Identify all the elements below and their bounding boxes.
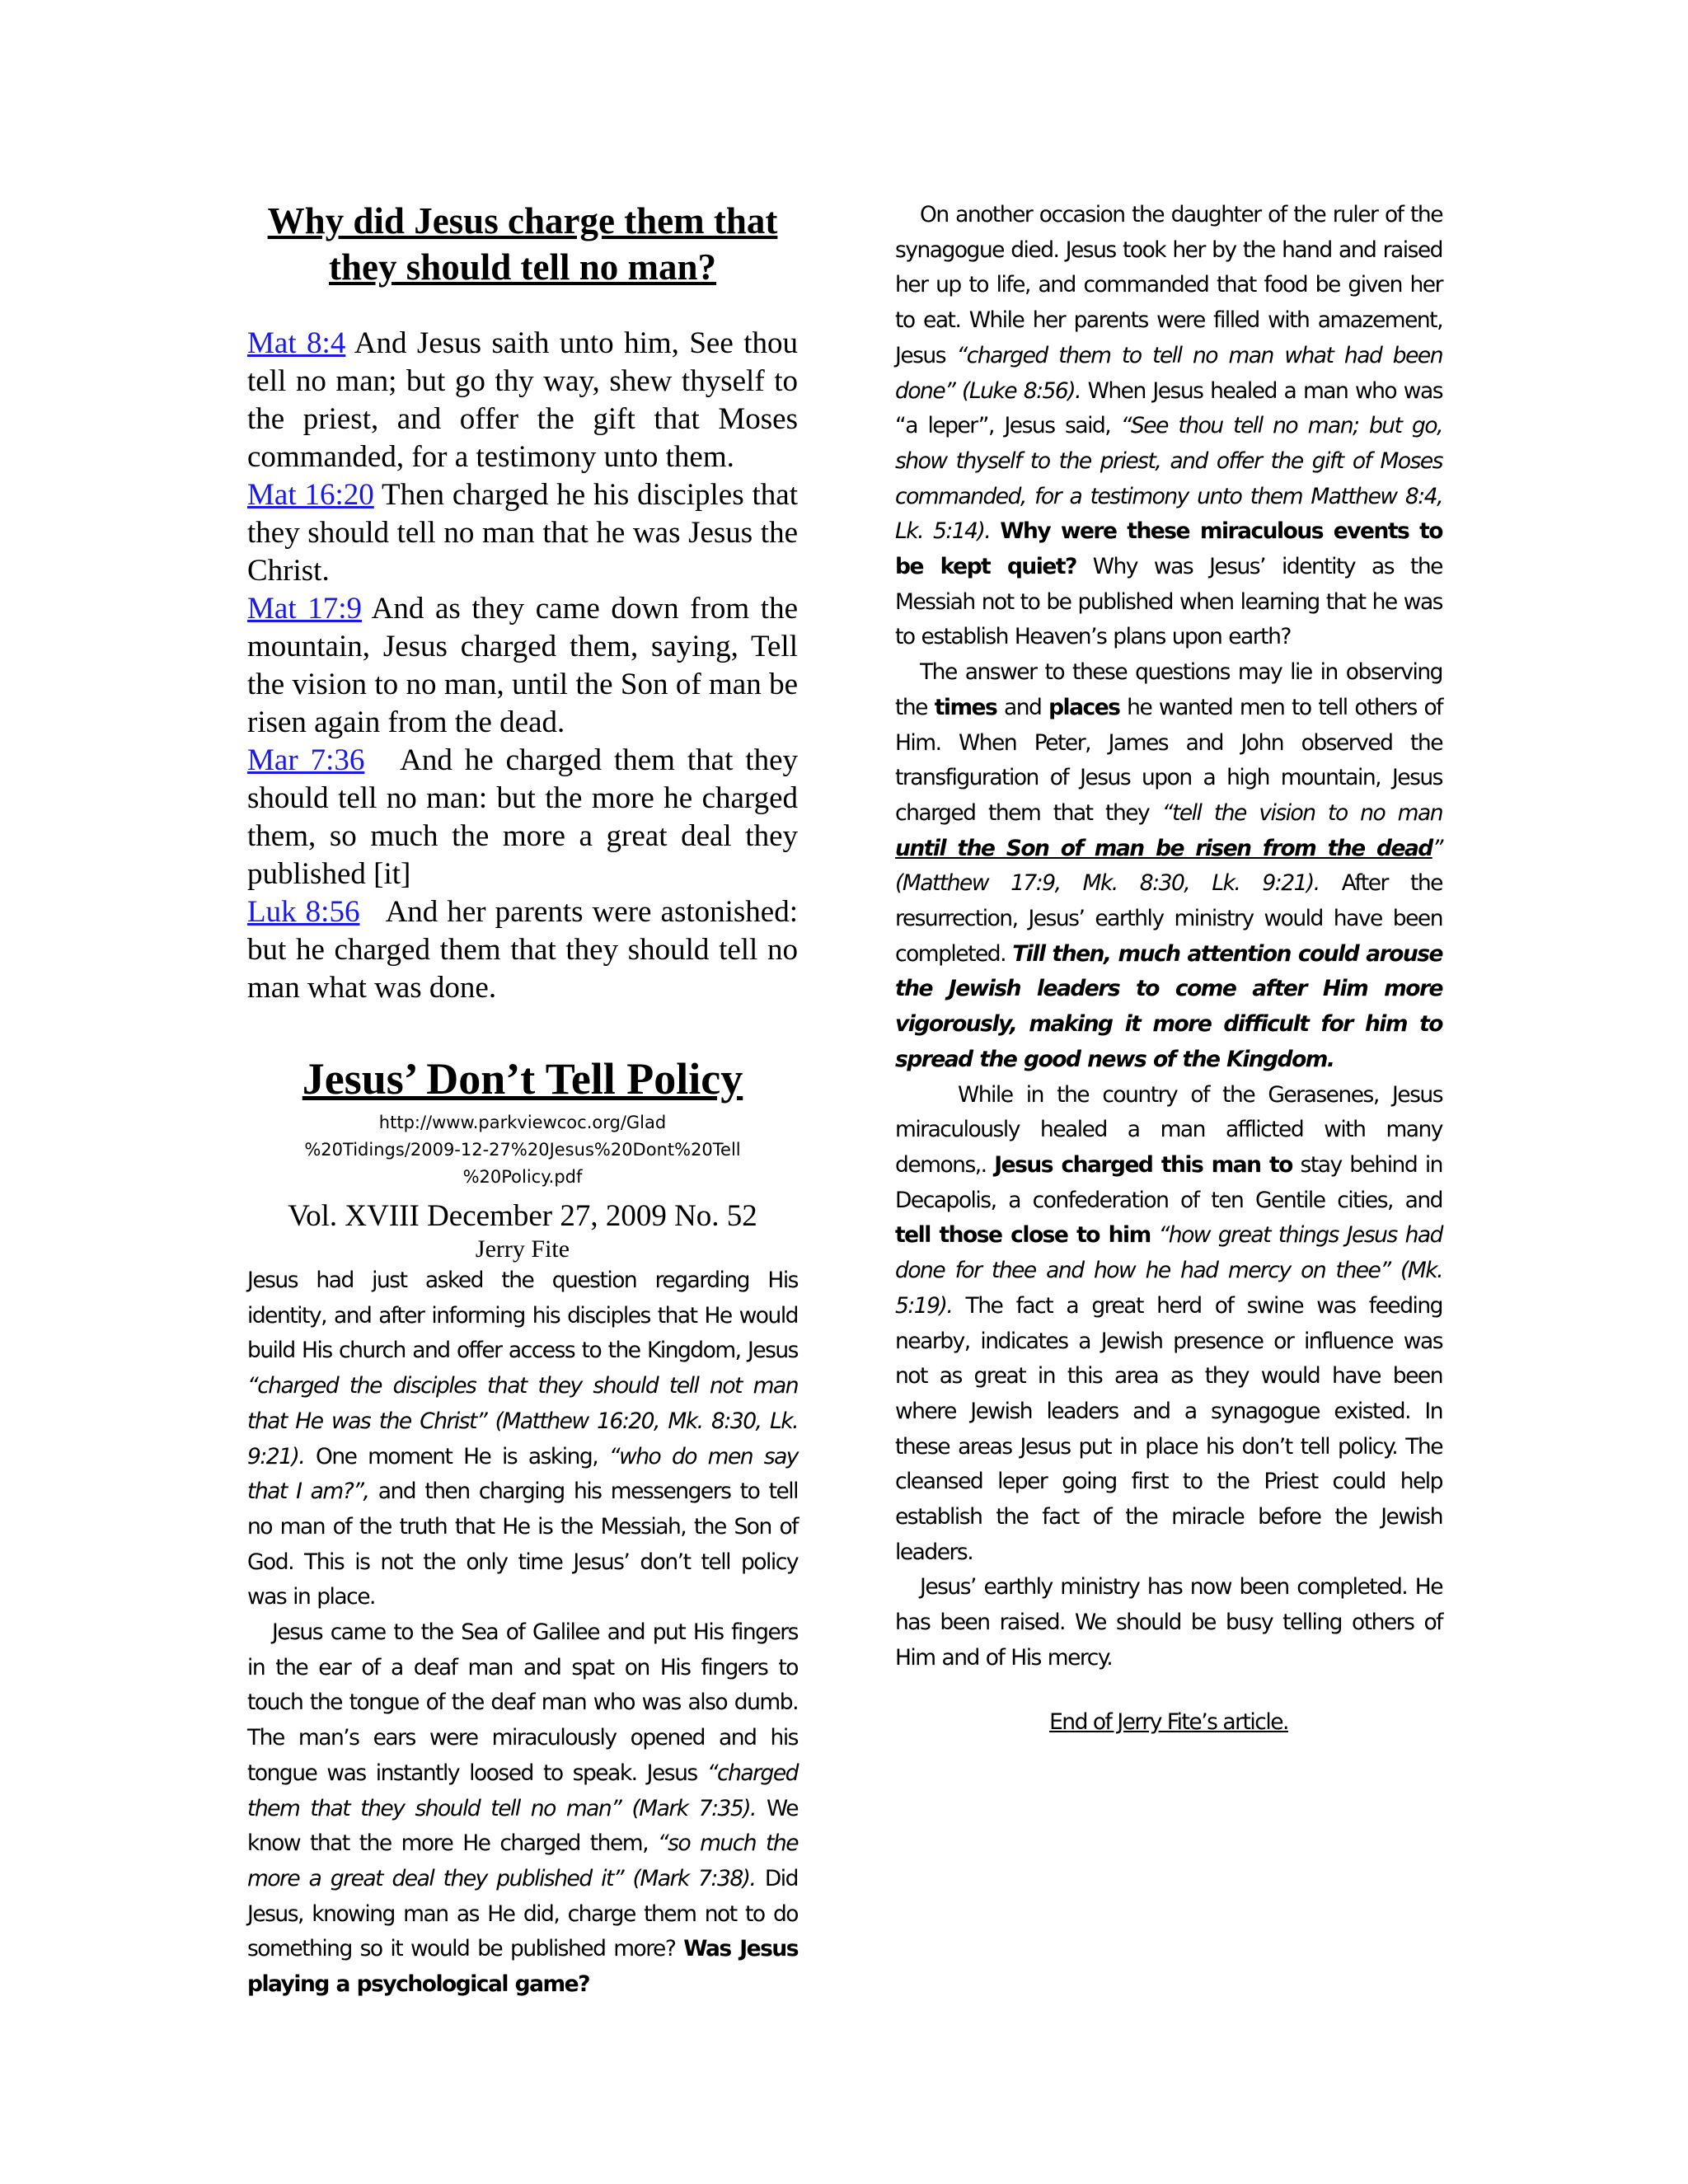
text: While in the country of the Gerasenes, Jesus miraculously healed a man afflicted with many demons,. <box>895 1081 1442 1178</box>
paragraph-2 <box>247 1615 798 2003</box>
text: Did Jesus, knowing man as He did, charge them not to do something so it would be published more? <box>247 1865 798 1962</box>
right-column <box>895 198 1442 1735</box>
paragraph-4 <box>895 655 1442 1077</box>
bold-question: Why were these miraculous events to be kept quiet? <box>895 518 1442 580</box>
paragraph-5 <box>895 1078 1442 1571</box>
text: We know that the more He charged them, <box>247 1795 798 1857</box>
emphasis-underlined: until the Son of man be risen from the dead <box>895 835 1432 861</box>
quote: “charged them that they should tell no man” (Mark 7:35). <box>247 1760 798 1821</box>
verse-link-mat-17-9[interactable]: Mat 17:9 <box>247 592 363 626</box>
url-line-2: %20Tidings/2009-12-27%20Jesus%20Dont%20Tell <box>304 1140 741 1160</box>
verse-item <box>247 893 806 1007</box>
bold-word: places <box>1048 694 1120 720</box>
bold-phrase: tell those close to him <box>895 1222 1151 1249</box>
text: Jesus came to the Sea of Galilee and put His fingers in the ear of a deaf man and spat on His fingers to touch the tongue of the deaf man who was also dumb. The man’s ears were miraculously opened and his tongue was instantly loosed to speak. Jesus <box>247 1619 798 1786</box>
verse-link-mat-16-20[interactable]: Mat 16:20 <box>247 478 374 512</box>
text: stay behind in Decapolis, a confederation of ten Gentile cities, and <box>895 1151 1442 1213</box>
text: After the resurrection, Jesus’ earthly ministry would have been completed. <box>895 870 1442 967</box>
text: he wanted men to tell others of Him. When Peter, James and John observed the transfiguration of Jesus upon a high mountain, Jesus charged them that they <box>895 694 1443 826</box>
verse-text: And he charged them that they should tell no man: but the more he charged them, so much the more a great deal they published [it] <box>247 743 806 891</box>
verse-list <box>247 325 806 1007</box>
quote: “tell the vision to no man <box>1161 799 1442 826</box>
text: Why was Jesus’ identity as the Messiah not to be published when learning that he was to establish Heaven’s plans upon earth? <box>895 554 1442 650</box>
quote: “who do men say that I am?”, <box>247 1443 798 1505</box>
text: Jesus had just asked the question regarding His identity, and after informing his disciples that He would build His church and offer access to the Kingdom, Jesus <box>247 1268 798 1364</box>
bold-question: Was Jesus playing a psychological game? <box>247 1936 798 1998</box>
volume-line: Vol. XVIII December 27, 2009 No. 52 <box>288 1199 757 1233</box>
quote: “charged them to tell no man what had been done” (Luke 8:56). <box>895 342 1442 404</box>
quote: “so much the more a great deal they published it” (Mark 7:38). <box>247 1830 798 1891</box>
bold-phrase: Jesus charged this man to <box>994 1151 1292 1178</box>
verse-item <box>247 742 806 893</box>
text <box>990 518 1000 544</box>
quote: ” (Matthew 17:9, Mk. 8:30, Lk. 9:21). <box>895 835 1442 897</box>
bold-italic-statement: Till then, much attention could arouse the Jewish leaders to come after Him more vigorously, making it more difficult for him to spread the good news of the Kingdom. <box>895 940 1442 1072</box>
text: and <box>996 694 1049 720</box>
bold-word: times <box>934 694 997 720</box>
text: One moment He is asking, <box>304 1443 609 1469</box>
quote: “See thou tell no man; but go, show thyself to the priest, and offer the gift of Moses commanded, for a testimony unto them Matthew 8:4, Lk. 5:14). <box>895 413 1442 545</box>
url-line-3: %20Policy.pdf <box>462 1167 583 1187</box>
paragraph-1 <box>247 1263 798 1615</box>
author-name: Jerry Fite <box>475 1235 570 1263</box>
left-column <box>247 198 806 2003</box>
url-line-1: http://www.parkviewcoc.org/Glad <box>378 1113 667 1132</box>
text <box>1151 1222 1159 1248</box>
verse-item <box>247 476 798 590</box>
text: The fact a great herd of swine was feeding nearby, indicates a Jewish presence or influence was not as great in this area as they would have been where Jewish leaders and a synagogue existed. In these areas Jesus put in place his don’t tell policy. The cleansed leper going first to the Priest could help establish the fact of the miracle before the Jewish leaders. <box>895 1292 1442 1565</box>
quote: “how great things Jesus had done for thee and how he had mercy on thee” (Mk. 5:19). <box>895 1222 1442 1319</box>
end-note: End of Jerry Fite’s article. <box>1049 1708 1288 1735</box>
title-line-1: Why did Jesus charge them that <box>267 200 778 241</box>
paragraph-3 <box>895 198 1442 655</box>
text: When Jesus healed a man who was “a leper”, Jesus said, <box>895 377 1443 439</box>
verse-link-mar-7-36[interactable]: Mar 7:36 <box>247 743 365 777</box>
paragraph-6: Jesus’ earthly ministry has now been completed. He has been raised. We should be busy telling others of Him and of His mercy. <box>895 1574 1442 1671</box>
text: The answer to these questions may lie in observing the <box>895 659 1442 720</box>
page-title <box>247 198 798 290</box>
quote: “charged the disciples that they should tell not man that He was the Christ” (Matthew 16:20, Mk. 8:30, Lk. 9:21). <box>247 1373 798 1469</box>
verse-text: Then charged he his disciples that they should tell no man that he was Jesus the Christ. <box>247 478 798 588</box>
text: On another occasion the daughter of the ruler of the synagogue died. Jesus took her by the hand and raised her up to life, and commanded that food be given her to eat. While her parents were filled with amazement, Jesus <box>895 202 1442 368</box>
title-line-2: they should tell no man? <box>328 246 717 288</box>
verse-link-luk-8-56[interactable]: Luk 8:56 <box>247 895 360 929</box>
text: and then charging his messengers to tell no man of the truth that He is the Messiah, the Son of God. This is not the only time Jesus’ don’t tell policy was in place. <box>247 1479 798 1610</box>
verse-item <box>247 590 798 742</box>
verse-item <box>247 325 798 476</box>
verse-link-mat-8-4[interactable]: Mat 8:4 <box>247 326 346 360</box>
verse-text: And Jesus saith unto him, See thou tell no man; but go thy way, shew thyself to the priest, and offer the gift that Moses commanded, for a testimony unto them. <box>247 326 798 474</box>
verse-text: And her parents were astonished: but he charged them that they should tell no man what was done. <box>247 895 806 1005</box>
verse-text: And as they came down from the mountain, Jesus charged them, saying, Tell the vision to no man, until the Son of man be risen again from the dead. <box>247 592 798 739</box>
article-url <box>247 1109 798 1191</box>
article-title: Jesus’ Don’t Tell Policy <box>302 1054 743 1104</box>
